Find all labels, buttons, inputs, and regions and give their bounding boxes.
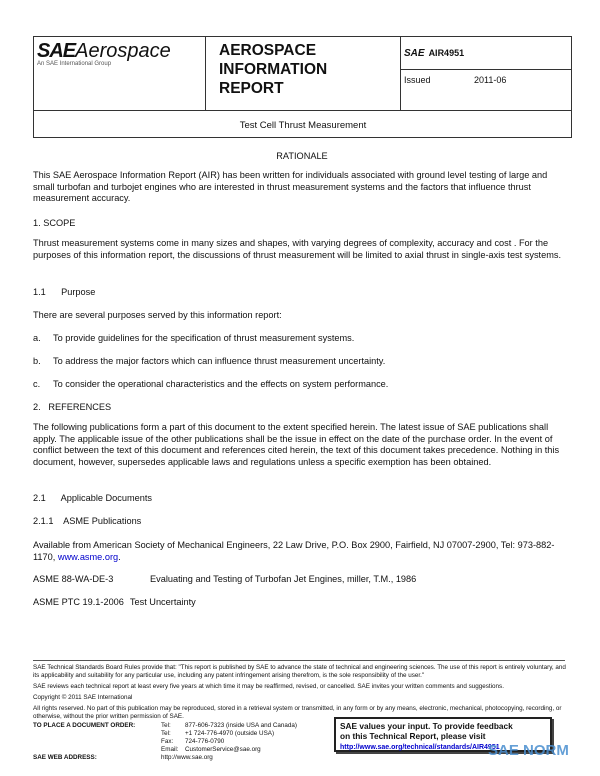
issued-date: 2011-06	[474, 75, 507, 85]
asme-link[interactable]: www.asme.org	[57, 551, 119, 562]
purpose-item: c. To consider the operational characteristics and the effects on system performance.	[33, 379, 389, 389]
references-heading: 2. REFERENCES	[33, 402, 112, 412]
rationale-heading: RATIONALE	[276, 151, 328, 161]
purpose-item: b. To address the major factors which can influence thrust measurement uncertainty.	[33, 356, 386, 366]
footer-copyright: Copyright © 2011 SAE International	[33, 694, 133, 701]
footer-rights: All rights reserved. No part of this publication may be reproduced, stored in a retrieval system or transmitted, in any form or by any means, electronic, mechanical, photocopying, recording, or otherwise, without the prior written permission of SAE.	[33, 705, 562, 720]
purpose-intro: There are several purposes served by this information report:	[33, 310, 282, 320]
footer-review: SAE reviews each technical report at least every five years at which time it may be reaffirmed, revised, or cancelled. SAE invites your written comments and suggestions.	[33, 683, 504, 690]
sae-norm-watermark: SAE NORM	[488, 742, 569, 759]
references-text: The following publications form a part of this document to the extent specified herein. The latest issue of SAE publications shall apply. The applicable issue of the other publications shall be the issue in effect on the date of the purchase order. In the event of conflict between the text of this document and references cited herein, the text of this document takes precedence. Nothing in this document, however, supersedes applicable laws and regulations unless a specific exemption has been obtained.	[33, 422, 560, 467]
web-address[interactable]: http://www.sae.org	[161, 754, 213, 761]
web-label: SAE WEB ADDRESS:	[33, 754, 97, 761]
reference-entry: ASME 88-WA-DE-3 Evaluating and Testing of Turbofan Jet Engines, miller, T.M., 1986	[33, 574, 417, 584]
reference-entry: ASME PTC 19.1-2006 Test Uncertainty	[33, 597, 196, 607]
sae-aerospace-logo: SAEAerospace An SAE International Group	[37, 40, 171, 67]
report-type: AEROSPACE INFORMATION REPORT	[219, 42, 328, 97]
contact-list: Tel: 877-606-7323 (inside USA and Canada) Tel: +1 724-776-4970 (outside USA) Fax: 724-776-0790 Email: CustomerService@sae.org http://www.sae.org	[161, 722, 321, 762]
asme-address: Available from American Society of Mechanical Engineers, 22 Law Drive, P.O. Box 2900, Fairfield, NJ 07007-2900, Tel: 973-882-1170, www.asme.org.	[33, 540, 555, 562]
rationale-text: This SAE Aerospace Information Report (AIR) has been written for individuals associated with ground level testing of large and small turbofan and turbojet engines who are interested in thrust measurement systems and the factors that influence thrust measurement accuracy.	[33, 170, 548, 203]
scope-text: Thrust measurement systems come in many sizes and shapes, with varying degrees of complexity, accuracy and cost . For the purposes of this information report, the discussions of thrust measurement will be limited to axial thrust in single-axis test systems.	[33, 238, 561, 260]
feedback-link[interactable]: http://www.sae.org/technical/standards/AIR4951	[340, 744, 500, 751]
document-title: Test Cell Thrust Measurement	[239, 120, 367, 131]
footer-rules: SAE Technical Standards Board Rules provide that: "This report is published by SAE to advance the state of technical and engineering sciences. The use of this report is entirely voluntary, and its applicability and suitability for any particular use, including any patent infringement arising therefrom, is the sole responsibility of the user."	[33, 664, 566, 679]
order-label: TO PLACE A DOCUMENT ORDER:	[33, 722, 136, 729]
feedback-box: SAE values your input. To provide feedback on this Technical Report, please visit http://www.sae.org/technical/standards/AIR4951	[334, 717, 552, 752]
header-box	[33, 36, 572, 138]
purpose-item: a. To provide guidelines for the specification of thrust measurement systems.	[33, 333, 355, 343]
issued-label: Issued	[404, 75, 431, 85]
applicable-documents-heading: 2.1 Applicable Documents	[33, 493, 152, 503]
asme-publications-heading: 2.1.1 ASME Publications	[33, 516, 142, 526]
purpose-heading: 1.1 Purpose	[33, 287, 96, 297]
document-number: SAE AIR4951	[404, 48, 465, 59]
scope-heading: 1. SCOPE	[33, 218, 76, 228]
